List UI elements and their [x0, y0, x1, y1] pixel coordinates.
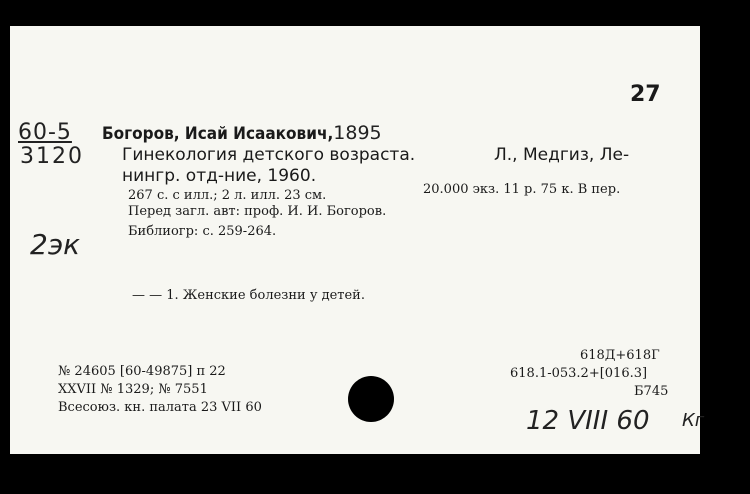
imprint-continuation: нингр. отд-ние, 1960. — [122, 166, 317, 186]
registration-line-1: № 24605 [60-49875] п 22 — [58, 364, 226, 379]
book-title: Гинекология детского возраста. — [122, 145, 416, 165]
catalog-card — [10, 26, 705, 454]
price-edition: 20.000 экз. 11 р. 75 к. В пер. — [423, 182, 621, 197]
handwritten-initials: Кг — [682, 410, 705, 431]
punch-hole — [348, 376, 394, 422]
classification-line-3: Б745 — [634, 384, 669, 399]
classification-line-1: 618Д+618Г — [580, 348, 660, 363]
card-number: 27 — [630, 82, 661, 107]
author-heading — [102, 122, 382, 144]
call-number-bottom: 3120 — [20, 144, 84, 169]
bibliography-note: Библиогр: с. 259-264. — [128, 224, 277, 239]
registration-line-2: XXVII № 1329; № 7551 — [58, 382, 208, 397]
classification-line-2: 618.1-053.2+[016.3] — [510, 366, 648, 381]
call-number-top: 60-5 — [18, 120, 72, 145]
subject-heading: — — 1. Женские болезни у детей. — [132, 288, 365, 303]
imprint: Л., Медгиз, Ле- — [494, 145, 630, 165]
author-name: Богоров, Исай Исаакович, — [102, 124, 334, 144]
handwritten-date: 12 VIII 60 — [526, 406, 650, 436]
author-statement: Перед загл. авт: проф. И. И. Богоров. — [128, 204, 387, 219]
birth-year: 1895 — [333, 122, 382, 144]
handwritten-copies-note: 2эк — [30, 228, 81, 261]
collation: 267 с. с илл.; 2 л. илл. 23 см. — [128, 188, 327, 203]
registration-line-3: Всесоюз. кн. палата 23 VII 60 — [58, 400, 262, 415]
